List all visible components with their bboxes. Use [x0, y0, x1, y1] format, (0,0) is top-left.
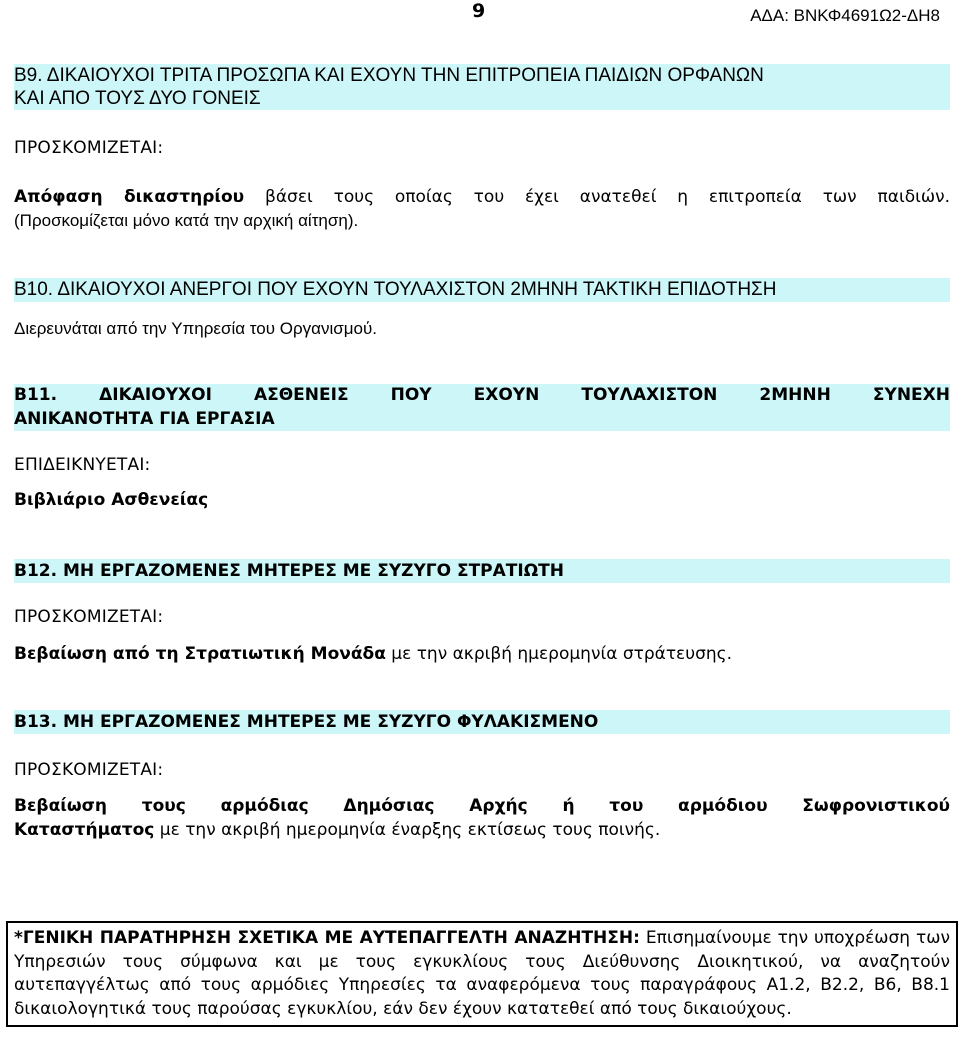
b9-text-line2: (Προσκομίζεται μόνο κατά την αρχική αίτηση).	[14, 211, 359, 230]
note-heading: *ΓΕΝΙΚΗ ΠΑΡΑΤΗΡΗΣΗ ΣΧΕΤΙΚΑ ΜΕ ΑΥΤΕΠΑΓΓΕΛΤΗ ΑΝΑΖΗΤΗΣΗ:	[14, 928, 640, 948]
b11-heading-line2: ΑΝΙΚΑΝΟΤΗΤΑ ΓΙΑ ΕΡΓΑΣΙΑ	[14, 408, 275, 429]
b13-text	[14, 794, 950, 842]
b12-heading: Β12. ΜΗ ΕΡΓΑΖΟΜΕΝΕΣ ΜΗΤΕΡΕΣ ΜΕ ΣΥΖΥΓΟ ΣΤΡΑΤΙΩΤΗ	[14, 559, 950, 583]
b12-text-bold: Βεβαίωση από τη Στρατιωτική Μονάδα	[14, 644, 386, 664]
b12-text	[14, 642, 950, 666]
b11-text-bold: Βιβλιάριο Ασθενείας	[14, 490, 209, 510]
b9-heading-line1: Β9. ΔΙΚΑΙΟΥΧΟΙ ΤΡΙΤΑ ΠΡΟΣΩΠΑ ΚΑΙ ΕΧΟΥΝ ΤΗΝ ΕΠΙΤΡΟΠΕΙΑ ΠΑΙΔΙΩΝ ΟΡΦΑΝΩΝ	[14, 65, 764, 86]
note-text: Επισημαίνουμε την υποχρέωση των Υπηρεσιών τους σύμφωνα και με τους εγκυκλίους τους Διεύθυνσης Διοικητικού, να αναζητούν αυτεπαγγέλτως από τους αρμόδιες Υπηρεσίες τα αναφερόμενα τους παραγράφους Α1.2, Β2.2, Β6, Β8.1 δικαιολογητικά τους παρούσας εγκυκλίου, εάν δεν έχουν κατατεθεί από τους δικαιούχους.	[14, 928, 950, 1019]
b9-heading	[14, 64, 950, 110]
b12-label: ΠΡΟΣΚΟΜΙΖΕΤΑΙ:	[14, 607, 164, 627]
general-note-box	[6, 921, 958, 1027]
b9-heading-line2: ΚΑΙ ΑΠΟ ΤΟΥΣ ΔΥΟ ΓΟΝΕΙΣ	[14, 88, 261, 109]
b11-heading-line1: Β11. ΔΙΚΑΙΟΥΧΟΙ ΑΣΘΕΝΕΙΣ ΠΟΥ ΕΧΟΥΝ ΤΟΥΛΑΧΙΣΤΟΝ 2ΜΗΝΗ ΣΥΝΕΧΗ	[14, 385, 950, 405]
b12-text-rest: με την ακριβή ημερομηνία στράτευσης.	[385, 644, 733, 664]
b11-heading	[14, 384, 950, 431]
ada-code: ΑΔΑ: ΒΝΚΦ4691Ω2-ΔΗ8	[750, 6, 940, 25]
b13-line1: Βεβαίωση τους αρμόδιας Δημόσιας Αρχής ή του αρμόδιου Σωφρονιστικού	[14, 796, 950, 816]
b13-line2-bold: Καταστήματος	[14, 820, 155, 840]
b9-text-rest: βάσει τους οποίας του έχει ανατεθεί η επιτροπεία των παιδιών.	[244, 187, 950, 207]
b13-heading: Β13. ΜΗ ΕΡΓΑΖΟΜΕΝΕΣ ΜΗΤΕΡΕΣ ΜΕ ΣΥΖΥΓΟ ΦΥΛΑΚΙΣΜΕΝΟ	[14, 710, 950, 734]
b10-text: Διερευνάται από την Υπηρεσία του Οργανισμού.	[14, 319, 378, 338]
b9-text	[14, 185, 950, 233]
b9-label: ΠΡΟΣΚΟΜΙΖΕΤΑΙ:	[14, 138, 164, 158]
b11-label: ΕΠΙΔΕΙΚΝΥΕΤΑΙ:	[14, 455, 151, 475]
b13-line2-rest: με την ακριβή ημερομηνία έναρξης εκτίσεως τους ποινής.	[154, 820, 661, 840]
b10-heading: Β10. ΔΙΚΑΙΟΥΧΟΙ ΑΝΕΡΓΟΙ ΠΟΥ ΕΧΟΥΝ ΤΟΥΛΑΧΙΣΤΟΝ 2ΜΗΝΗ ΤΑΚΤΙΚΗ ΕΠΙΔΟΤΗΣΗ	[14, 278, 950, 302]
page-number: 9	[472, 0, 486, 22]
b9-text-bold: Απόφαση δικαστηρίου	[14, 187, 245, 207]
b11-text	[14, 488, 950, 512]
b13-label: ΠΡΟΣΚΟΜΙΖΕΤΑΙ:	[14, 760, 164, 780]
